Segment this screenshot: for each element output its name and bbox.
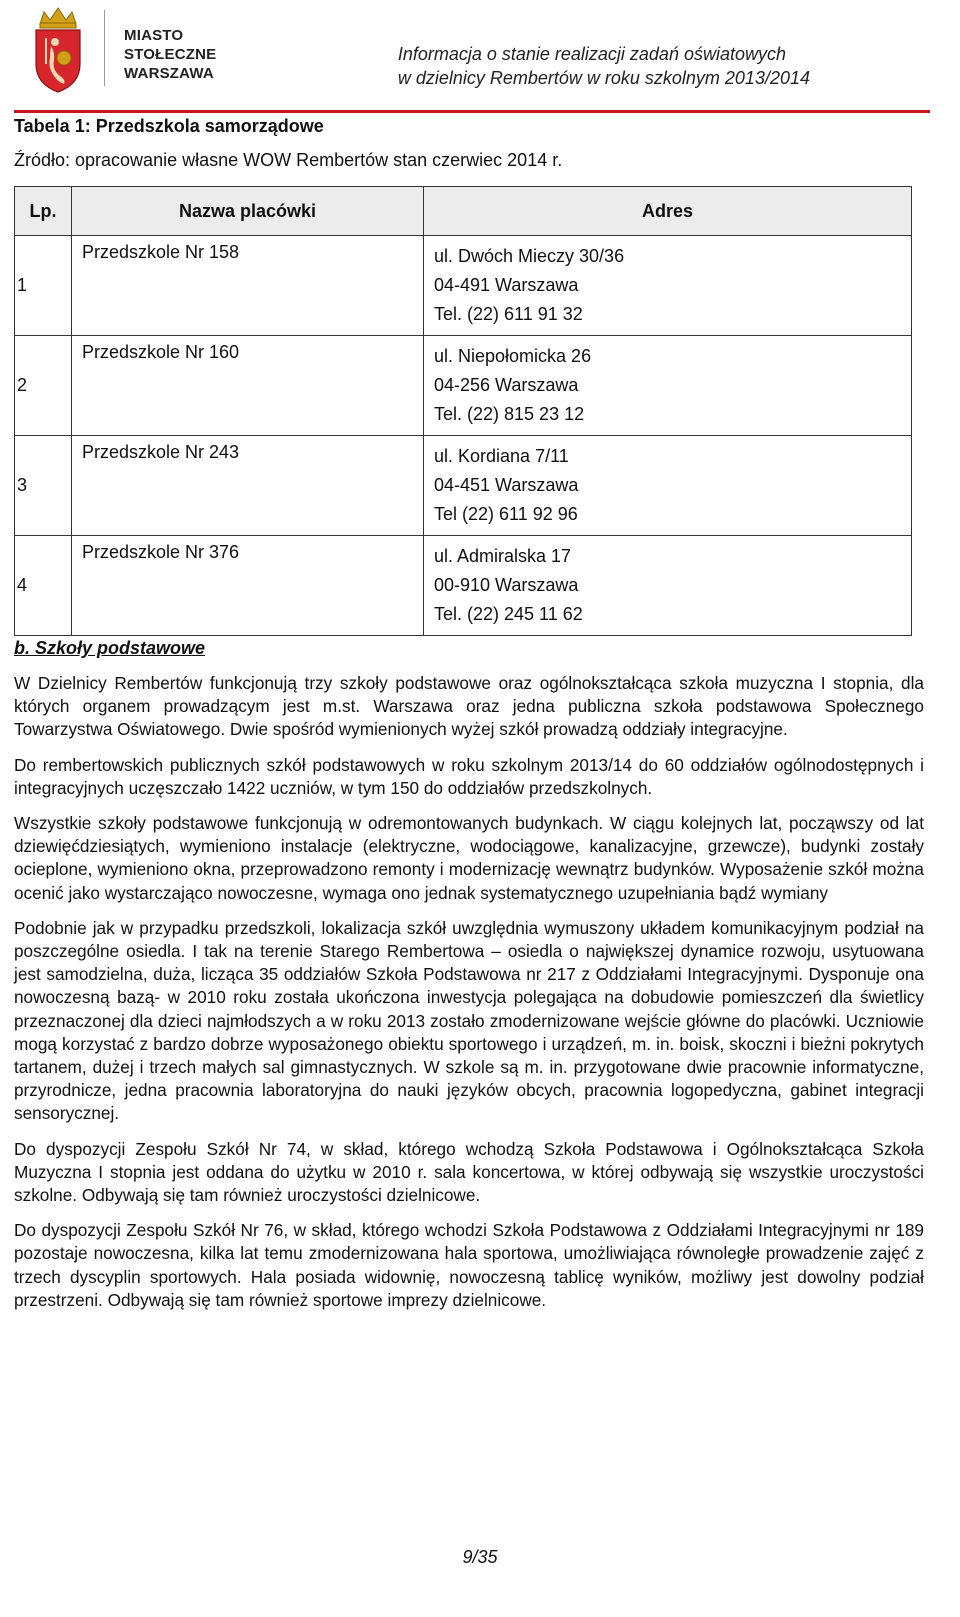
address-line: ul. Kordiana 7/11 (434, 446, 569, 466)
paragraph: Do dyspozycji Zespołu Szkół Nr 76, w skład, którego wchodzi Szkoła Podstawowa z Oddziałami Integracyjnymi nr 189 pozostaje nowoczesna, kilka lat temu zmodernizowana hala sportowa, umożliwiająca równoległe prowadzenie zajęć z trzech dyscyplin sportowych. Hala posiada widownię, nowoczesną tablicę wyników, możliwy jest dowolny podział przestrzeni. Odbywają się tam również sportowe imprezy dzielnicowe. (14, 1220, 924, 1310)
row-number: 4 (15, 536, 72, 636)
address-line: Tel. (22) 611 91 32 (434, 304, 583, 324)
section-heading: b. Szkoły podstawowe (14, 638, 206, 658)
paragraph: Do rembertowskich publicznych szkół podstawowych w roku szkolnym 2013/14 do 60 oddziałów ogólnodostępnych i integracyjnych uczęszczało 1422 uczniów, w tym 150 do oddziałów przedszkolnych. (14, 754, 924, 798)
kindergartens-table (14, 186, 912, 636)
table-source: Źródło: opracowanie własne WOW Rembertów stan czerwiec 2014 r. (14, 150, 563, 170)
page-header (0, 0, 960, 118)
kindergarten-address (424, 236, 912, 336)
paragraph: Wszystkie szkoły podstawowe funkcjonują w odremontowanych budynkach. W ciągu kolejnych lat, począwszy od lat dziewięćdziesiątych, wymieniono instalacje (elektryczne, wodociągowe, kanalizacyjne, grzewcze), budynki zostały ocieplone, wymieniono okna, przeprowadzono remonty i modernizację wewnątrz budynków. Wyposażenie szkół można ocenić jako wystarczająco nowoczesne, wymaga ono jednak systematycznego uzupełniania bądź wymiany (14, 813, 924, 903)
address-line: ul. Dwóch Mieczy 30/36 (434, 246, 625, 266)
row-number: 3 (15, 436, 72, 536)
address-line: Tel. (22) 245 11 62 (434, 604, 583, 624)
table-row (15, 536, 912, 636)
kindergarten-name: Przedszkole Nr 160 (72, 336, 424, 436)
brand-line: STOŁECZNE (124, 46, 217, 63)
body-text (14, 672, 924, 1324)
address-line: 04-451 Warszawa (434, 475, 579, 495)
table-row (15, 336, 912, 436)
paragraph: Do dyspozycji Zespołu Szkół Nr 74, w skład, którego wchodzą Szkoła Podstawowa i Ogólnokształcąca Szkoła Muzyczna I stopnia jest oddana do użytku w 2010 r. sala koncertowa, w której odbywają się wszystkie uroczystości szkolne. Odbywają się tam również uroczystości dzielnicowe. (14, 1138, 924, 1206)
row-number: 2 (15, 336, 72, 436)
city-brand (124, 26, 216, 83)
kindergarten-name: Przedszkole Nr 158 (72, 236, 424, 336)
table-row (15, 236, 912, 336)
address-line: 04-491 Warszawa (434, 275, 579, 295)
column-header-address: Adres (424, 187, 912, 236)
kindergarten-address (424, 536, 912, 636)
address-line: 00-910 Warszawa (434, 575, 579, 595)
address-line: ul. Niepołomicka 26 (434, 346, 592, 366)
document-title-line: Informacja o stanie realizacji zadań oświatowych (397, 44, 786, 64)
paragraph: W Dzielnicy Rembertów funkcjonują trzy szkoły podstawowe oraz ogólnokształcąca szkoła muzyczna I stopnia, dla których organem prowadzącym jest m.st. Warszawa oraz jedna publiczna szkoła podstawowa Społecznego Towarzystwa Oświatowego. Dwie spośród wymienionych wyżej szkół prowadzą oddziały integracyjne. (14, 673, 924, 740)
address-line: Tel (22) 611 92 96 (434, 504, 578, 524)
page-number: 9/35 (462, 1547, 498, 1567)
row-number: 1 (15, 236, 72, 336)
column-header-lp: Lp. (15, 187, 72, 236)
document-title (398, 42, 810, 90)
paragraph: Podobnie jak w przypadku przedszkoli, lokalizacja szkół uwzględnia wymuszony układem komunikacyjnym podział na poszczególne osiedla. I tak na terenie Starego Rembertowa – osiedla o największej dynamice rozwoju, usytuowana jest samodzielna, duża, licząca 35 oddziałów Szkoła Podstawowa nr 217 z Oddziałami Integracyjnymi. Dysponuje ona nowoczesną bazą- w 2010 roku została ukończona inwestycja polegająca na dobudowie pomieszczeń dla świetlicy przeznaczonej dla dzieci najmłodszych a w roku 2013 zostało zmodernizowane wejście główne do placówki. Uczniowie mogą korzystać z bardzo dobrze wyposażonego obiektu sportowego i urządzeń, m. in. boisk, skoczni i bieżni pokrytych tartanem, dużej i trzech małych sal gimnastycznych. W szkole są m. in. przygotowane dwie pracownie informatyczne, przyrodnicze, jedna pracownia laboratoryjna do nauki języków obcych, pracownia logopedyczna, gabinet integracji sensorycznej. (14, 917, 924, 1124)
warsaw-mermaid-crest-icon (30, 6, 86, 94)
document-title-line: w dzielnicy Rembertów w roku szkolnym 2013/2014 (397, 68, 810, 88)
kindergarten-address (424, 336, 912, 436)
address-line: 04-256 Warszawa (434, 375, 579, 395)
header-divider (104, 10, 105, 86)
kindergarten-name: Przedszkole Nr 243 (72, 436, 424, 536)
table-caption: Tabela 1: Przedszkola samorządowe (14, 116, 324, 136)
brand-line: WARSZAWA (124, 65, 214, 82)
table-header-row (15, 187, 912, 236)
header-rule (14, 110, 930, 113)
address-line: ul. Admiralska 17 (434, 546, 572, 566)
brand-line: MIASTO (124, 27, 184, 44)
column-header-name: Nazwa placówki (72, 187, 424, 236)
address-line: Tel. (22) 815 23 12 (434, 404, 585, 424)
kindergarten-name: Przedszkole Nr 376 (72, 536, 424, 636)
kindergarten-address (424, 436, 912, 536)
table-row (15, 436, 912, 536)
